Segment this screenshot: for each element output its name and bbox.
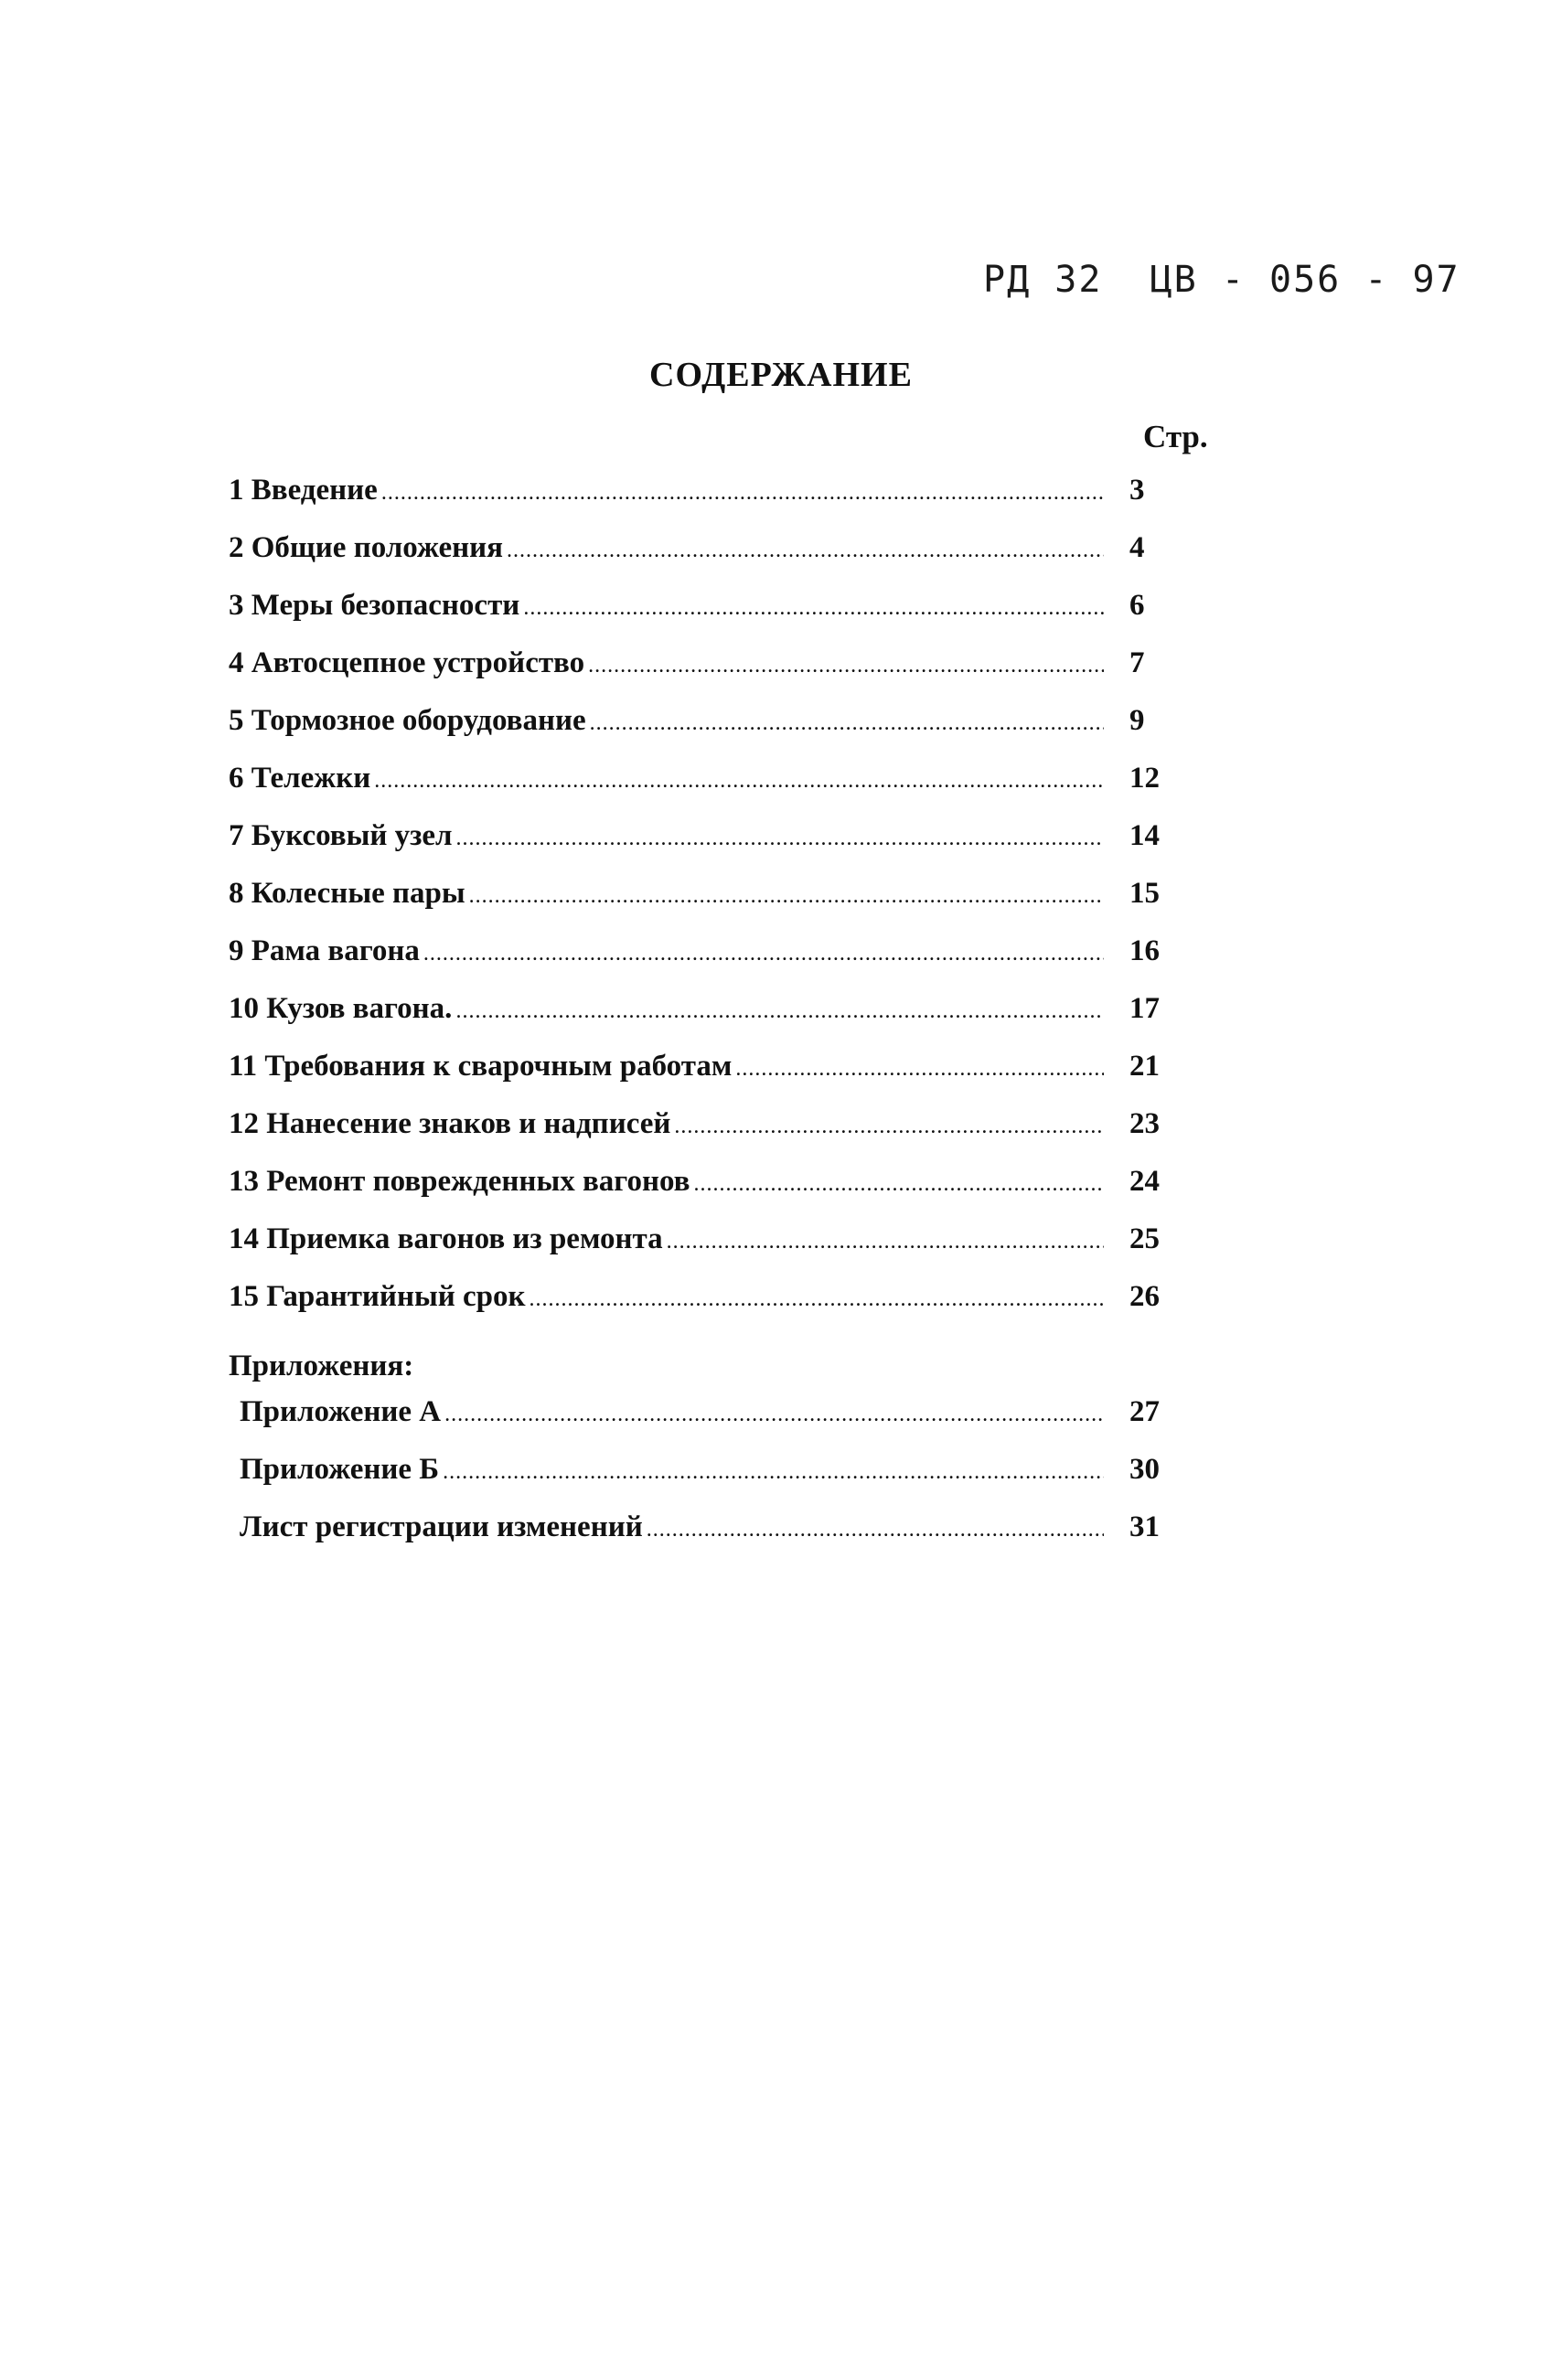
dot-leader [469, 884, 1104, 909]
dot-leader [693, 1172, 1104, 1197]
appendix-list [229, 1395, 1189, 1568]
toc-entry-label: 10 Кузов вагона. [229, 992, 453, 1025]
dot-leader [374, 769, 1104, 794]
toc-entry-label: 14 Приемка вагонов из ремонта [229, 1222, 663, 1255]
toc-entry-label: 1 Введение [229, 474, 378, 507]
section-list [229, 474, 1189, 1338]
toc-entry-label: 3 Меры безопасности [229, 589, 520, 622]
toc-entry-page: 9 [1129, 704, 1145, 737]
toc-entry-label: 9 Рама вагона [229, 934, 420, 967]
dot-leader [667, 1230, 1104, 1254]
toc-entry [229, 1453, 1189, 1510]
toc-entry [229, 992, 1189, 1050]
toc-entry [229, 589, 1189, 646]
dot-leader [588, 654, 1104, 678]
toc-entry [229, 704, 1189, 762]
toc-entry [229, 1280, 1189, 1338]
toc-entry-page: 24 [1129, 1165, 1160, 1198]
dot-leader [456, 827, 1104, 851]
toc-entry [229, 646, 1189, 704]
toc-entry [229, 531, 1189, 589]
toc-entry-label: Лист регистрации изменений [240, 1510, 643, 1543]
toc-entry-label: 12 Нанесение знаков и надписей [229, 1107, 671, 1140]
toc-entry-label: Приложение А [240, 1395, 442, 1428]
toc-entry [229, 934, 1189, 992]
toc-entry-page: 31 [1129, 1510, 1160, 1543]
toc-entry [229, 1222, 1189, 1280]
toc-entry-page: 30 [1129, 1453, 1160, 1486]
toc-entry-label: 8 Колесные пары [229, 877, 465, 910]
toc-entry-page: 14 [1129, 819, 1160, 852]
toc-entry [229, 1050, 1189, 1107]
dot-leader [381, 481, 1104, 506]
dot-leader [530, 1287, 1104, 1312]
toc-entry-page: 25 [1129, 1222, 1160, 1255]
toc-entry-page: 23 [1129, 1107, 1160, 1140]
toc-entry [229, 819, 1189, 877]
dot-leader [507, 539, 1104, 563]
dot-leader [443, 1460, 1104, 1485]
toc-entry [229, 474, 1189, 531]
table-of-contents [229, 474, 1189, 1568]
appendices-heading: Приложения: [229, 1350, 414, 1382]
dot-leader [523, 596, 1104, 621]
page-title: СОДЕРЖАНИЕ [649, 356, 913, 394]
toc-entry-page: 7 [1129, 646, 1145, 679]
page-column-label: Стр. [1143, 419, 1208, 454]
toc-entry-label: 2 Общие положения [229, 531, 503, 564]
toc-entry-page: 26 [1129, 1280, 1160, 1313]
toc-entry-page: 15 [1129, 877, 1160, 910]
toc-entry-label: 5 Тормозное оборудование [229, 704, 586, 737]
toc-entry-label: 11 Требования к сварочным работам [229, 1050, 733, 1083]
dot-leader [590, 711, 1104, 736]
toc-entry-label: 15 Гарантийный срок [229, 1280, 526, 1313]
toc-entry [229, 762, 1189, 819]
toc-entry-page: 4 [1129, 531, 1145, 564]
toc-entry [229, 1395, 1189, 1453]
toc-entry-label: 6 Тележки [229, 762, 371, 795]
toc-entry-page: 12 [1129, 762, 1160, 795]
dot-leader [455, 999, 1104, 1024]
toc-entry-label: 13 Ремонт поврежденных вагонов [229, 1165, 690, 1198]
dot-leader [444, 1403, 1104, 1427]
toc-entry-page: 27 [1129, 1395, 1160, 1428]
toc-entry-page: 17 [1129, 992, 1160, 1025]
toc-entry-page: 6 [1129, 589, 1145, 622]
toc-entry [229, 1165, 1189, 1222]
document-code: РД 32 ЦВ - 056 - 97 [983, 259, 1460, 301]
dot-leader [423, 942, 1104, 966]
toc-entry-label: 7 Буксовый узел [229, 819, 453, 852]
toc-entry-page: 3 [1129, 474, 1145, 507]
dot-leader [735, 1057, 1104, 1082]
toc-entry-label: 4 Автосцепное устройство [229, 646, 585, 679]
toc-entry [229, 877, 1189, 934]
dot-leader [647, 1518, 1104, 1542]
toc-entry [229, 1510, 1189, 1568]
toc-entry-label: Приложение Б [240, 1453, 440, 1486]
dot-leader [674, 1115, 1104, 1139]
toc-entry [229, 1107, 1189, 1165]
toc-entry-page: 21 [1129, 1050, 1160, 1083]
toc-entry-page: 16 [1129, 934, 1160, 967]
